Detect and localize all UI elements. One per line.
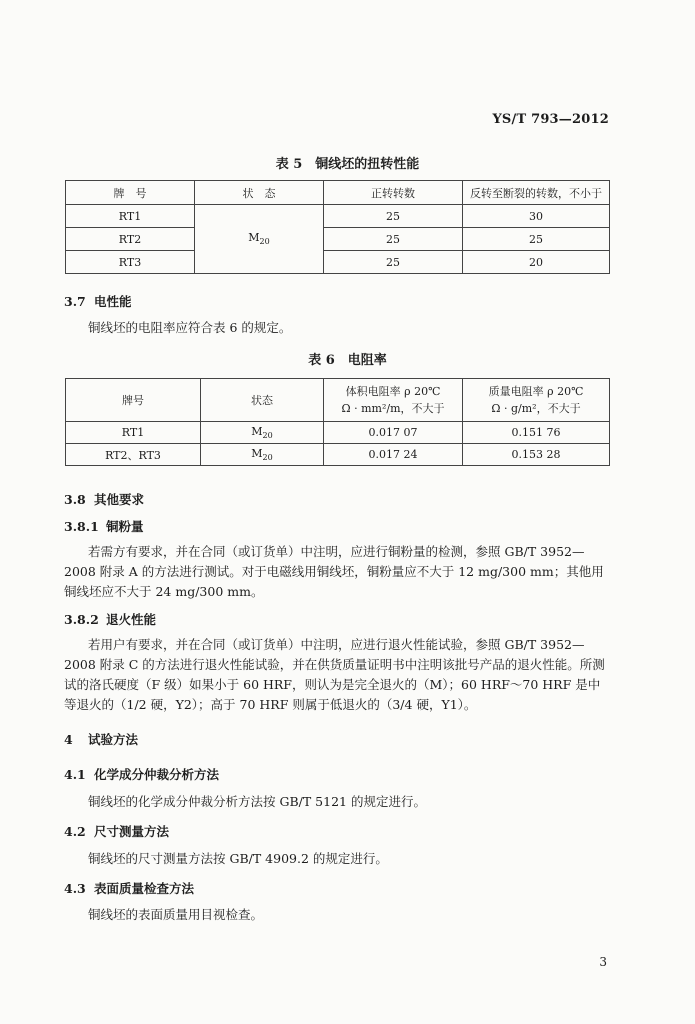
table-row <box>66 422 610 444</box>
table6-resistivity <box>65 378 610 466</box>
section-4-heading: 4 试验方法 <box>64 732 139 747</box>
table-header-row <box>66 181 610 205</box>
grade-cell: RT1 <box>66 422 201 444</box>
table-header-cell: 状态 <box>201 379 324 422</box>
section-4-3-text: 铜线坯的表面质量用目视检查。 <box>88 907 264 922</box>
grade-cell: RT2 <box>66 228 195 251</box>
section-3-8-1-heading: 3.8.1 铜粉量 <box>64 519 144 534</box>
section-3-8-heading: 3.8 其他要求 <box>64 492 145 507</box>
standard-code: YS/T 793—2012 <box>492 112 609 127</box>
state-cell: $M_{20}$ <box>195 205 324 274</box>
reverse-cell: 25 <box>463 228 610 251</box>
table6-caption: 表 6 电阻率 <box>308 353 387 368</box>
table-header-cell: 质量电阻率 ρ 20℃ Ω · g/m²，不大于 <box>463 379 610 422</box>
section-3-7-text: 铜线坯的电阻率应符合表 6 的规定。 <box>88 320 292 335</box>
section-4-2-heading: 4.2 尺寸测量方法 <box>64 824 170 839</box>
table-header-cell: 牌号 <box>66 379 201 422</box>
table5-caption: 表 5 铜线坯的扭转性能 <box>275 157 420 172</box>
volume-resistivity-cell: 0.017 24 <box>324 444 463 466</box>
section-3-8-1-text: 若需方有要求，并在合同（或订货单）中注明，应进行铜粉量的检测，参照 GB/T 3952—2008 附录 A 的方法进行测试。对于电磁线用铜线坯，铜粉量应不大于 12 mg/300 mm；其他用铜线坯应不大于 24 mg/300 mm。 <box>64 544 604 599</box>
volume-resistivity-cell: 0.017 07 <box>324 422 463 444</box>
state-cell: $M_{20}$ <box>201 444 324 466</box>
reverse-cell: 20 <box>463 251 610 274</box>
section-4-1-text: 铜线坯的化学成分仲裁分析方法按 GB/T 5121 的规定进行。 <box>88 794 426 809</box>
table-row <box>66 205 610 228</box>
table-row <box>66 444 610 466</box>
grade-cell: RT2、RT3 <box>66 444 201 466</box>
mass-resistivity-cell: 0.153 28 <box>463 444 610 466</box>
table-row <box>66 228 610 251</box>
section-3-8-2-heading: 3.8.2 退火性能 <box>64 612 157 627</box>
forward-cell: 25 <box>324 205 463 228</box>
table-row <box>66 251 610 274</box>
table-header-cell: 反转至断裂的转数，不小于 <box>463 181 610 205</box>
section-4-3-heading: 4.3 表面质量检查方法 <box>64 881 195 896</box>
section-4-1-heading: 4.1 化学成分仲裁分析方法 <box>64 767 220 782</box>
section-3-7-heading: 3.7 电性能 <box>64 294 132 309</box>
section-4-2-text: 铜线坯的尺寸测量方法按 GB/T 4909.2 的规定进行。 <box>88 851 388 866</box>
forward-cell: 25 <box>324 251 463 274</box>
forward-cell: 25 <box>324 228 463 251</box>
table5-torsion <box>65 180 610 274</box>
table-header-row <box>66 379 610 422</box>
table-header-cell: 牌 号 <box>66 181 195 205</box>
mass-resistivity-cell: 0.151 76 <box>463 422 610 444</box>
state-cell: $M_{20}$ <box>201 422 324 444</box>
page-number: 3 <box>599 955 607 969</box>
grade-cell: RT3 <box>66 251 195 274</box>
reverse-cell: 30 <box>463 205 610 228</box>
table-header-cell: 体积电阻率 ρ 20℃ Ω · mm²/m，不大于 <box>324 379 463 422</box>
table-header-cell: 状 态 <box>195 181 324 205</box>
section-3-8-2-text: 若用户有要求，并在合同（或订货单）中注明，应进行退火性能试验，参照 GB/T 3952—2008 附录 C 的方法进行退火性能试验，并在供货质量证明书中注明该批号产品的退火性能。所测试的洛氏硬度（F 级）如果小于 60 HRF，则认为是完全退火的（M）；60 HRF～70 HRF 是中等退火的（1/2 硬，Y2）；高于 70 HRF 则属于低退火的（3/4 硬，Y1）。 <box>64 637 605 712</box>
grade-cell: RT1 <box>66 205 195 228</box>
table-header-cell: 正转转数 <box>324 181 463 205</box>
